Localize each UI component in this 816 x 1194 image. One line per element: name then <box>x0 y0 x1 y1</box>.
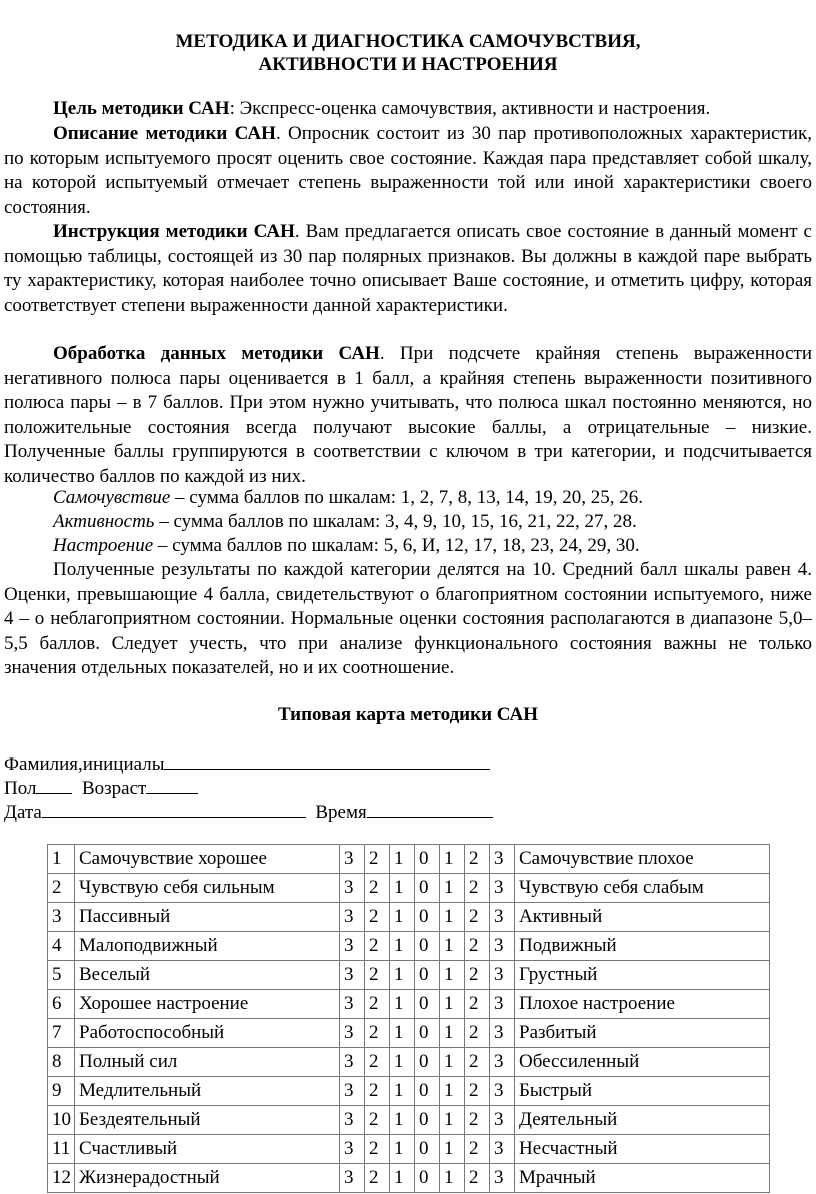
table-row <box>48 1106 770 1135</box>
scale-score-cell[interactable]: 1 <box>390 1135 415 1164</box>
key-wellbeing-text: – сумма баллов по шкалам: 1, 2, 7, 8, 13, 14, 19, 20, 25, 26. <box>170 487 644 508</box>
right-characteristic: Активный <box>515 903 770 932</box>
scale-score-cell[interactable]: 3 <box>490 874 515 903</box>
left-characteristic: Чувствую себя сильным <box>75 874 340 903</box>
scale-score-cell[interactable]: 0 <box>415 903 440 932</box>
scale-score-cell[interactable]: 2 <box>465 961 490 990</box>
scale-score-cell[interactable]: 2 <box>465 1164 490 1193</box>
table-row <box>48 990 770 1019</box>
scale-score-cell[interactable]: 3 <box>490 1135 515 1164</box>
sex-age-field <box>4 775 198 801</box>
scale-score-cell[interactable]: 3 <box>340 845 365 874</box>
name-field <box>4 751 490 777</box>
right-characteristic: Деятельный <box>515 1106 770 1135</box>
scale-score-cell[interactable]: 3 <box>490 1019 515 1048</box>
right-characteristic: Грустный <box>515 961 770 990</box>
scale-score-cell[interactable]: 3 <box>340 1164 365 1193</box>
scale-score-cell[interactable]: 2 <box>465 874 490 903</box>
scale-score-cell[interactable]: 2 <box>365 874 390 903</box>
row-number: 3 <box>48 903 75 932</box>
age-blank[interactable] <box>146 775 198 794</box>
scale-score-cell[interactable]: 1 <box>390 961 415 990</box>
scale-score-cell[interactable]: 3 <box>340 874 365 903</box>
key-wellbeing-name: Самочувствие <box>53 487 171 508</box>
scale-score-cell[interactable]: 0 <box>415 932 440 961</box>
sex-label: Пол <box>4 778 37 799</box>
scale-score-cell[interactable]: 1 <box>440 1106 465 1135</box>
row-number: 8 <box>48 1048 75 1077</box>
description-paragraph <box>4 122 812 220</box>
card-title: Типовая карта методики САН <box>277 704 539 725</box>
key-activity-name: Активность <box>53 511 155 532</box>
scale-score-cell[interactable]: 0 <box>415 1048 440 1077</box>
key-activity-text: – сумма баллов по шкалам: 3, 4, 9, 10, 15, 16, 21, 22, 27, 28. <box>154 511 637 532</box>
san-table-body <box>48 845 770 1193</box>
goal-label: Цель методики САН <box>53 98 230 119</box>
row-number: 4 <box>48 932 75 961</box>
scale-score-cell[interactable]: 3 <box>340 990 365 1019</box>
time-label: Время <box>315 802 367 823</box>
scale-score-cell[interactable]: 2 <box>365 903 390 932</box>
scale-score-cell[interactable]: 3 <box>340 1048 365 1077</box>
scale-score-cell[interactable]: 2 <box>465 1048 490 1077</box>
table-row <box>48 1135 770 1164</box>
scale-score-cell[interactable]: 1 <box>440 845 465 874</box>
key-mood-name: Настроение <box>53 535 154 556</box>
left-characteristic: Самочувствие хорошее <box>75 845 340 874</box>
scale-score-cell[interactable]: 3 <box>490 1077 515 1106</box>
scale-score-cell[interactable]: 1 <box>390 1106 415 1135</box>
table-row <box>48 903 770 932</box>
scale-score-cell[interactable]: 3 <box>340 1019 365 1048</box>
left-characteristic: Малоподвижный <box>75 932 340 961</box>
scale-score-cell[interactable]: 2 <box>465 990 490 1019</box>
scale-score-cell[interactable]: 2 <box>365 1106 390 1135</box>
scale-score-cell[interactable]: 2 <box>365 1077 390 1106</box>
row-number: 1 <box>48 845 75 874</box>
right-characteristic: Мрачный <box>515 1164 770 1193</box>
scale-score-cell[interactable]: 2 <box>465 903 490 932</box>
left-characteristic: Работоспособный <box>75 1019 340 1048</box>
document-title-line-1: МЕТОДИКА И ДИАГНОСТИКА САМОЧУВСТВИЯ, <box>175 31 641 52</box>
scale-score-cell[interactable]: 1 <box>390 1019 415 1048</box>
scale-score-cell[interactable]: 2 <box>365 1048 390 1077</box>
row-number: 9 <box>48 1077 75 1106</box>
left-characteristic: Медлительный <box>75 1077 340 1106</box>
results-paragraph: Полученные результаты по каждой категории делятся на 10. Средний балл шкалы равен 4. Оценки, превышающие 4 балла, свидетельствуют о благоприятном состоянии испытуемого, ниже 4 – о неблагоприятном состоянии. Нормальные оценки состояния располагаются в диапазоне 5,0–5,5 баллов. Следует учесть, что при анализе функционального состояния важны не только значения отдельных показателей, но и их соотношение. <box>4 559 812 679</box>
scale-score-cell[interactable]: 0 <box>415 874 440 903</box>
scale-score-cell[interactable]: 1 <box>440 1019 465 1048</box>
left-characteristic: Жизнерадостный <box>75 1164 340 1193</box>
scale-score-cell[interactable]: 0 <box>415 961 440 990</box>
key-mood-text: – сумма баллов по шкалам: 5, 6, И, 12, 17, 18, 23, 24, 29, 30. <box>153 535 640 556</box>
scale-score-cell[interactable]: 3 <box>340 961 365 990</box>
scale-score-cell[interactable]: 0 <box>415 1106 440 1135</box>
scale-score-cell[interactable]: 2 <box>365 845 390 874</box>
right-characteristic: Быстрый <box>515 1077 770 1106</box>
time-blank[interactable] <box>367 799 493 818</box>
scale-score-cell[interactable]: 1 <box>440 961 465 990</box>
key-mood <box>4 534 812 559</box>
right-characteristic: Разбитый <box>515 1019 770 1048</box>
table-row <box>48 845 770 874</box>
right-characteristic: Несчастный <box>515 1135 770 1164</box>
goal-text: : Экспресс-оценка самочувствия, активности и настроения. <box>229 98 711 119</box>
sex-blank[interactable] <box>36 775 72 794</box>
table-row <box>48 961 770 990</box>
scale-score-cell[interactable]: 3 <box>490 1106 515 1135</box>
left-characteristic: Счастливый <box>75 1135 340 1164</box>
scale-score-cell[interactable]: 1 <box>390 874 415 903</box>
scale-score-cell[interactable]: 3 <box>490 1048 515 1077</box>
scale-score-cell[interactable]: 0 <box>415 990 440 1019</box>
goal-paragraph <box>4 97 812 122</box>
scale-score-cell[interactable]: 1 <box>440 932 465 961</box>
left-characteristic: Полный сил <box>75 1048 340 1077</box>
scale-score-cell[interactable]: 2 <box>365 961 390 990</box>
scale-score-cell[interactable]: 1 <box>390 903 415 932</box>
scale-score-cell[interactable]: 1 <box>390 1164 415 1193</box>
date-blank[interactable] <box>42 799 306 818</box>
date-label: Дата <box>4 802 42 823</box>
scale-score-cell[interactable]: 1 <box>440 1077 465 1106</box>
left-characteristic: Пассивный <box>75 903 340 932</box>
right-characteristic: Обессиленный <box>515 1048 770 1077</box>
scale-score-cell[interactable]: 3 <box>340 903 365 932</box>
key-wellbeing <box>4 486 812 511</box>
scale-score-cell[interactable]: 0 <box>415 845 440 874</box>
scale-score-cell[interactable]: 2 <box>365 1135 390 1164</box>
scale-score-cell[interactable]: 0 <box>415 1135 440 1164</box>
left-characteristic: Веселый <box>75 961 340 990</box>
scale-score-cell[interactable]: 0 <box>415 1164 440 1193</box>
description-label: Описание методики САН <box>53 123 276 144</box>
scale-score-cell[interactable]: 2 <box>365 1019 390 1048</box>
scale-score-cell[interactable]: 3 <box>340 932 365 961</box>
table-row <box>48 1048 770 1077</box>
scale-score-cell[interactable]: 3 <box>490 961 515 990</box>
right-characteristic: Чувствую себя слабым <box>515 874 770 903</box>
left-characteristic: Бездеятельный <box>75 1106 340 1135</box>
scale-score-cell[interactable]: 2 <box>365 990 390 1019</box>
scale-score-cell[interactable]: 1 <box>440 1164 465 1193</box>
row-number: 11 <box>48 1135 75 1164</box>
processing-paragraph <box>4 342 812 490</box>
right-characteristic: Плохое настроение <box>515 990 770 1019</box>
scale-score-cell[interactable]: 1 <box>440 1135 465 1164</box>
table-row <box>48 874 770 903</box>
row-number: 2 <box>48 874 75 903</box>
processing-label: Обработка данных методики САН <box>53 343 380 364</box>
description-text: . Опросник состоит из 30 пар противоположных характеристик, по которым испытуемого просят оценить свое состояние. Каждая пара представляет собой шкалу, на которой испытуемый отмечает степень выраженности той или иной характеристики своего состояния. <box>4 123 812 218</box>
scale-score-cell[interactable]: 1 <box>440 990 465 1019</box>
scale-score-cell[interactable]: 3 <box>340 1135 365 1164</box>
scale-score-cell[interactable]: 2 <box>465 1077 490 1106</box>
scale-score-cell[interactable]: 1 <box>390 932 415 961</box>
scale-score-cell[interactable]: 1 <box>390 845 415 874</box>
table-row <box>48 932 770 961</box>
left-characteristic: Хорошее настроение <box>75 990 340 1019</box>
scale-score-cell[interactable]: 2 <box>465 845 490 874</box>
scale-score-cell[interactable]: 2 <box>365 1164 390 1193</box>
row-number: 10 <box>48 1106 75 1135</box>
scale-score-cell[interactable]: 3 <box>490 903 515 932</box>
name-blank[interactable] <box>164 751 490 770</box>
processing-text: . При подсчете крайняя степень выраженности негативного полюса пары оценивается в 1 балл, а крайняя степень выраженности позитивного полюса пары – в 7 баллов. При этом нужно учитывать, что полюса шкал постоянно меняются, но положительные состояния всегда получают высокие баллы, а отрицательные – низкие. Полученные баллы группируются в соответствии с ключом в три категории, и подсчитывается количество баллов по каждой из них. <box>4 343 812 487</box>
right-characteristic: Самочувствие плохое <box>515 845 770 874</box>
scale-score-cell[interactable]: 1 <box>440 874 465 903</box>
scale-score-cell[interactable]: 3 <box>340 1077 365 1106</box>
table-row <box>48 1164 770 1193</box>
key-activity <box>4 510 812 535</box>
row-number: 6 <box>48 990 75 1019</box>
right-characteristic: Подвижный <box>515 932 770 961</box>
instruction-paragraph <box>4 220 812 318</box>
scale-score-cell[interactable]: 2 <box>465 932 490 961</box>
scale-score-cell[interactable]: 0 <box>415 1019 440 1048</box>
table-row <box>48 1019 770 1048</box>
row-number: 5 <box>48 961 75 990</box>
scale-score-cell[interactable]: 3 <box>340 1106 365 1135</box>
instruction-label: Инструкция методики САН <box>53 221 295 242</box>
age-label: Возраст <box>81 778 147 799</box>
date-time-field <box>4 799 493 825</box>
scale-score-cell[interactable]: 1 <box>440 903 465 932</box>
scale-score-cell[interactable]: 1 <box>390 990 415 1019</box>
scale-score-cell[interactable]: 3 <box>490 1164 515 1193</box>
scale-score-cell[interactable]: 2 <box>365 932 390 961</box>
row-number: 7 <box>48 1019 75 1048</box>
scale-score-cell[interactable]: 3 <box>490 932 515 961</box>
document-title-line-2: АКТИВНОСТИ И НАСТРОЕНИЯ <box>258 54 558 75</box>
scale-score-cell[interactable]: 2 <box>465 1106 490 1135</box>
name-label: Фамилия,инициалы <box>4 754 165 775</box>
scale-score-cell[interactable]: 0 <box>415 1077 440 1106</box>
scale-score-cell[interactable]: 2 <box>465 1135 490 1164</box>
san-scale-table <box>47 844 770 1193</box>
scale-score-cell[interactable]: 3 <box>490 990 515 1019</box>
row-number: 12 <box>48 1164 75 1193</box>
instruction-text: . Вам предлагается описать свое состояние в данный момент с помощью таблицы, состоящей из 30 пар полярных признаков. Вы должны в каждой паре выбрать ту характеристику, которая наиболее точно описывает Ваше состояние, и отметить цифру, которая соответствует степени выраженности данной характеристики. <box>4 221 812 316</box>
scale-score-cell[interactable]: 1 <box>390 1077 415 1106</box>
scale-score-cell[interactable]: 1 <box>440 1048 465 1077</box>
scale-score-cell[interactable]: 2 <box>465 1019 490 1048</box>
scale-score-cell[interactable]: 3 <box>490 845 515 874</box>
scale-score-cell[interactable]: 1 <box>390 1048 415 1077</box>
table-row <box>48 1077 770 1106</box>
